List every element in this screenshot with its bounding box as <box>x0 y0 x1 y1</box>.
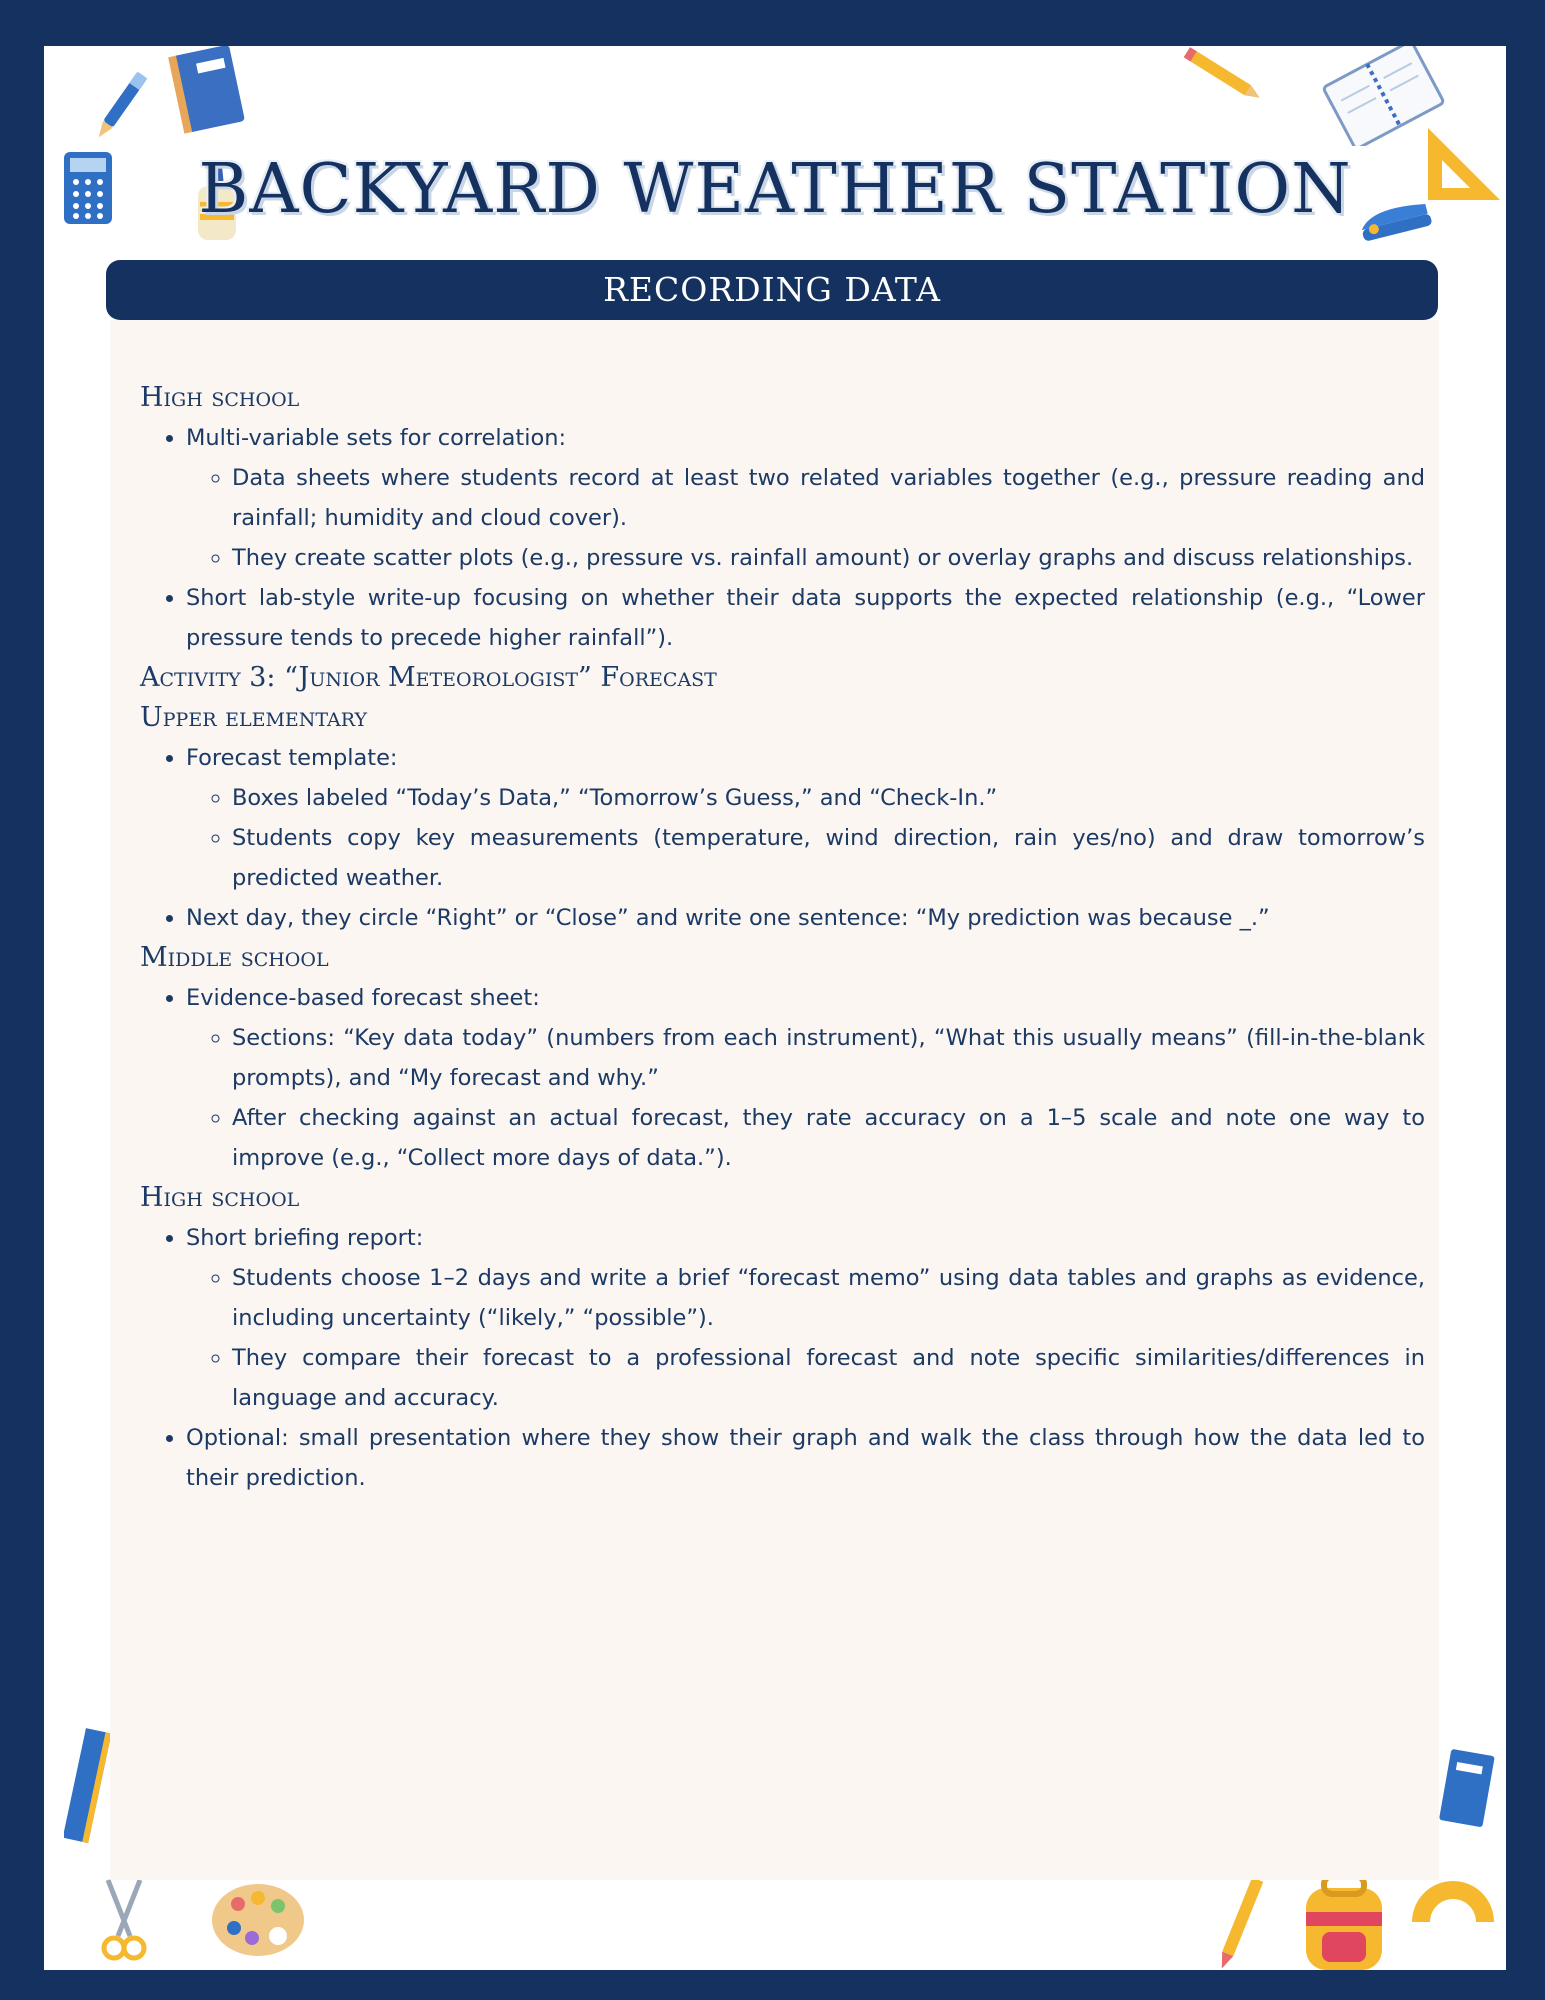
sub-list-item: ◦ Boxes labeled “Today’s Data,” “Tomorrow’s Guess,” and “Check-In.” <box>232 778 1425 818</box>
sub-list-item: ◦ After checking against an actual forecast, they rate accuracy on a 1–5 scale and note one way to improve (e.g., “Collect more days of data.”). <box>232 1098 1425 1178</box>
sub-bullet-list <box>186 1258 1425 1418</box>
list-item-text: Short lab-style write-up focusing on whether their data supports the expected relationship (e.g., “Lower pressure tends to precede higher rainfall”). <box>186 585 1425 651</box>
list-item-text: Multi-variable sets for correlation: <box>186 425 567 451</box>
sub-list-item: ◦ Data sheets where students record at least two related variables together (e.g., pressure reading and rainfall; humidity and cloud cover). <box>232 458 1425 538</box>
sub-bullet-list <box>186 458 1425 578</box>
bullet-list <box>140 418 1425 658</box>
list-item-text: Short briefing report: <box>186 1225 424 1251</box>
section-heading: Upper elementary <box>140 702 368 733</box>
list-item <box>186 578 1425 658</box>
section-banner: RECORDING DATA <box>106 260 1438 320</box>
sub-list-item: ◦ They compare their forecast to a professional forecast and note specific similarities/differences in language and accuracy. <box>232 1338 1425 1418</box>
sub-list-item: ◦ Students choose 1–2 days and write a brief “forecast memo” using data tables and graphs as evidence, including uncertainty (“likely,” “possible”). <box>232 1258 1425 1338</box>
book-icon <box>64 1726 114 1846</box>
paint-palette-icon <box>208 1878 308 1962</box>
list-item <box>186 738 1425 898</box>
document-page <box>44 46 1506 1970</box>
bullet-list <box>140 738 1425 938</box>
list-item-text: Next day, they circle “Right” or “Close” and write one sentence: “My prediction was because _.” <box>186 905 1270 931</box>
notebook-icon <box>162 46 252 136</box>
list-item <box>186 1218 1425 1418</box>
content-panel <box>110 320 1439 1880</box>
list-item <box>186 898 1425 938</box>
page-title: BACKYARD WEATHER STATION <box>198 150 1352 229</box>
pencil-icon <box>1214 1876 1264 1970</box>
sub-list-item: ◦ Students copy key measurements (temperature, wind direction, rain yes/no) and draw tomorrow’s predicted weather. <box>232 818 1425 898</box>
list-item-text: Forecast template: <box>186 745 398 771</box>
pencil-icon <box>1180 46 1270 106</box>
list-item <box>186 978 1425 1178</box>
sub-bullet-list <box>186 1018 1425 1178</box>
list-item-text: Evidence-based forecast sheet: <box>186 985 540 1011</box>
bullet-list <box>140 1218 1425 1498</box>
sub-list-item: ◦ Sections: “Key data today” (numbers from each instrument), “What this usually means” (fill-in-the-blank prompts), and “My forecast and why.” <box>232 1018 1425 1098</box>
book-icon <box>1436 1748 1496 1838</box>
section-heading: Middle school <box>140 942 329 973</box>
section-heading: Activity 3: “Junior Meteorologist” Forecast <box>140 662 717 693</box>
list-item-text: Optional: small presentation where they show their graph and walk the class through how the data led to their prediction. <box>186 1425 1425 1491</box>
pen-icon <box>90 62 150 152</box>
list-item <box>186 418 1425 578</box>
list-item <box>186 1418 1425 1498</box>
sub-bullet-list <box>186 778 1425 898</box>
backpack-icon <box>1294 1872 1394 1970</box>
bullet-list <box>140 978 1425 1178</box>
section-heading: High school <box>140 1182 300 1213</box>
sub-list-item: ◦ They create scatter plots (e.g., pressure vs. rainfall amount) or overlay graphs and discuss relationships. <box>232 538 1425 578</box>
section-heading: High school <box>140 382 300 413</box>
scissors-icon <box>94 1876 154 1966</box>
